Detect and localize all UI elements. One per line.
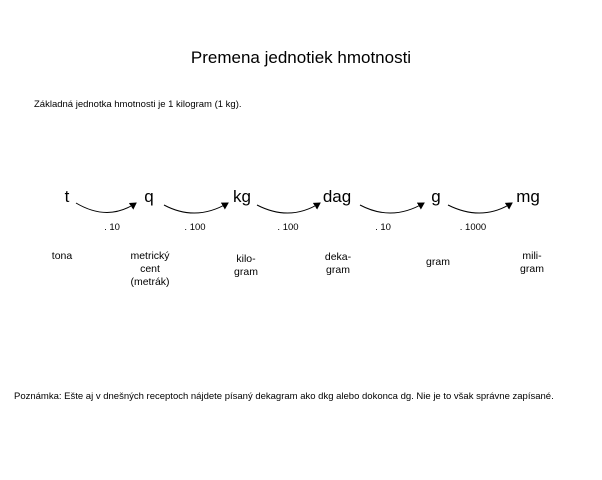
unit-name-g: gram bbox=[426, 256, 450, 268]
unit-symbol-q: q bbox=[144, 187, 154, 206]
factor-q-to-kg: . 100 bbox=[184, 222, 206, 233]
page-title: Premena jednotiek hmotnosti bbox=[190, 48, 412, 67]
factor-t-to-q: . 10 bbox=[104, 222, 120, 233]
unit-name-t: tona bbox=[51, 250, 73, 262]
unit-symbol-dag: dag bbox=[322, 187, 352, 206]
factor-kg-to-dag: . 100 bbox=[277, 222, 299, 233]
unit-symbol-t: t bbox=[64, 187, 70, 206]
unit-symbol-mg: mg bbox=[516, 187, 540, 206]
unit-name-mg: mili- gram bbox=[520, 250, 544, 275]
unit-name-q: metrický cent (metrák) bbox=[130, 250, 170, 288]
unit-name-kg: kilo- gram bbox=[234, 253, 258, 278]
unit-symbol-g: g bbox=[431, 187, 441, 206]
factor-g-to-mg: . 1000 bbox=[459, 222, 487, 233]
factor-dag-to-g: . 10 bbox=[375, 222, 391, 233]
note-text: Poznámka: Ešte aj v dnešných receptoch nájdete písaný dekagram ako dkg alebo dokonca dg. Nie je to však správne zapísané. bbox=[14, 391, 554, 402]
unit-name-dag: deka- gram bbox=[324, 251, 352, 276]
unit-symbol-kg: kg bbox=[233, 187, 251, 206]
base-unit-statement: Základná jednotka hmotnosti je 1 kilogram (1 kg). bbox=[34, 99, 242, 110]
